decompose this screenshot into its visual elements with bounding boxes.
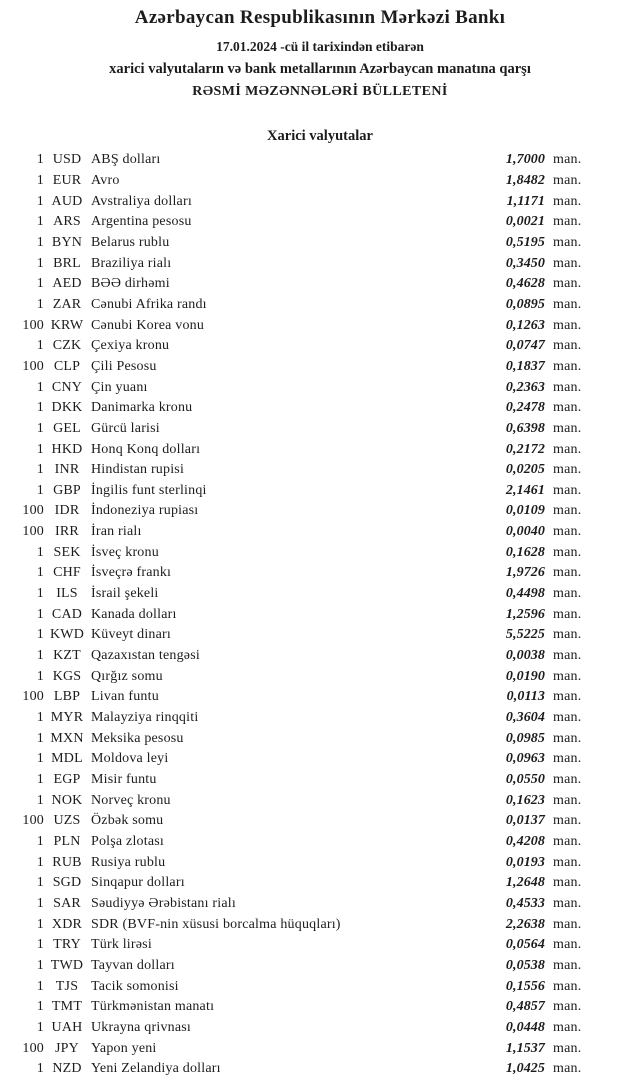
rate-row: [0, 481, 620, 502]
quantity-cell: 1: [36, 482, 44, 498]
currency-code-cell: KGS: [52, 668, 82, 684]
unit-label-cell: man.: [553, 317, 582, 333]
currency-code-cell: MYR: [50, 710, 84, 726]
currency-name-cell: Tacik somonisi: [91, 978, 179, 994]
rates-table: [0, 150, 620, 1080]
currency-code-cell: CAD: [51, 606, 83, 622]
currency-name-cell: İsrail şekeli: [91, 586, 159, 602]
unit-label-cell: man.: [553, 234, 582, 250]
rate-row: [0, 1059, 620, 1080]
unit-label-cell: man.: [553, 544, 582, 560]
currency-name-cell: İngilis funt sterlinqi: [91, 482, 207, 498]
rate-row: [0, 377, 620, 398]
unit-label-cell: man.: [553, 255, 582, 271]
unit-label-cell: man.: [553, 648, 582, 664]
unit-label-cell: man.: [553, 462, 582, 478]
subject-line: xarici valyutaların və bank metallarının Azərbaycan manatına qarşı: [109, 61, 531, 77]
document-header: [0, 6, 620, 145]
currency-name-cell: İndoneziya rupiası: [91, 503, 199, 519]
quantity-cell: 1: [36, 710, 44, 726]
rate-row: [0, 357, 620, 378]
unit-label-cell: man.: [553, 296, 582, 312]
quantity-cell: 100: [22, 503, 44, 519]
currency-code-cell: INR: [54, 462, 80, 478]
unit-label-cell: man.: [553, 730, 582, 746]
currency-name-cell: Türk lirəsi: [91, 937, 152, 953]
quantity-cell: 1: [36, 400, 44, 416]
rate-value-cell: 0,0190: [505, 668, 545, 684]
rate-row: [0, 935, 620, 956]
currency-code-cell: JPY: [55, 1040, 79, 1056]
currency-name-cell: İsveç kronu: [91, 544, 159, 560]
currency-name-cell: Ukrayna qrivnası: [91, 1019, 192, 1035]
currency-code-cell: TWD: [50, 957, 84, 973]
rate-value-cell: 0,0985: [505, 730, 545, 746]
rate-row: [0, 708, 620, 729]
currency-code-cell: TMT: [51, 999, 83, 1015]
currency-code-cell: ILS: [56, 586, 78, 602]
currency-code-cell: NOK: [51, 792, 83, 808]
rate-row: [0, 501, 620, 522]
quantity-cell: 1: [36, 627, 44, 643]
currency-name-cell: Yeni Zelandiya dolları: [91, 1061, 221, 1077]
rate-value-cell: 0,4498: [505, 586, 545, 602]
quantity-cell: 100: [22, 813, 44, 829]
rate-value-cell: 0,0448: [505, 1019, 545, 1035]
rate-value-cell: 1,2596: [505, 606, 545, 622]
quantity-cell: 1: [36, 875, 44, 891]
currency-name-cell: Cənubi Korea vonu: [91, 317, 205, 333]
currency-code-cell: ARS: [53, 214, 81, 230]
rate-row: [0, 914, 620, 935]
quantity-cell: 1: [36, 854, 44, 870]
rate-row: [0, 728, 620, 749]
rate-value-cell: 0,0113: [506, 689, 545, 705]
currency-name-cell: Qazaxıstan tengəsi: [91, 648, 200, 664]
rate-value-cell: 0,4208: [505, 833, 545, 849]
section-title-foreign-currencies: Xarici valyutalar: [267, 128, 373, 144]
rate-row: [0, 997, 620, 1018]
currency-name-cell: Rusiya rublu: [91, 854, 166, 870]
currency-code-cell: UAH: [51, 1019, 83, 1035]
currency-name-cell: Yapon yeni: [91, 1040, 157, 1056]
rate-row: [0, 770, 620, 791]
rate-value-cell: 1,7000: [505, 152, 545, 168]
quantity-cell: 1: [36, 296, 44, 312]
rate-value-cell: 0,0895: [505, 296, 545, 312]
rate-row: [0, 687, 620, 708]
rate-value-cell: 1,0425: [505, 1061, 545, 1077]
rate-row: [0, 439, 620, 460]
unit-label-cell: man.: [553, 358, 582, 374]
quantity-cell: 1: [36, 751, 44, 767]
unit-label-cell: man.: [553, 503, 582, 519]
currency-code-cell: RUB: [52, 854, 82, 870]
rate-row: [0, 171, 620, 192]
rate-value-cell: 0,2363: [505, 379, 545, 395]
currency-name-cell: İsveçrə frankı: [91, 565, 172, 581]
quantity-cell: 1: [36, 772, 44, 788]
rate-value-cell: 0,1263: [505, 317, 545, 333]
currency-code-cell: EUR: [52, 172, 82, 188]
quantity-cell: 1: [36, 833, 44, 849]
unit-label-cell: man.: [553, 482, 582, 498]
currency-code-cell: NZD: [52, 1061, 82, 1077]
currency-code-cell: AUD: [51, 193, 83, 209]
rate-row: [0, 811, 620, 832]
unit-label-cell: man.: [553, 999, 582, 1015]
rate-value-cell: 0,0038: [505, 648, 545, 664]
unit-label-cell: man.: [553, 792, 582, 808]
rate-row: [0, 1018, 620, 1039]
unit-label-cell: man.: [553, 833, 582, 849]
currency-name-cell: Cənubi Afrika randı: [91, 296, 207, 312]
currency-code-cell: CNY: [51, 379, 83, 395]
quantity-cell: 1: [36, 193, 44, 209]
currency-code-cell: SAR: [53, 895, 81, 911]
rate-row: [0, 274, 620, 295]
rate-value-cell: 0,0137: [505, 813, 545, 829]
currency-name-cell: Moldova leyi: [91, 751, 169, 767]
unit-label-cell: man.: [553, 565, 582, 581]
currency-name-cell: BƏƏ dirhəmi: [91, 276, 170, 292]
currency-name-cell: İran rialı: [91, 524, 142, 540]
currency-code-cell: IDR: [54, 503, 80, 519]
currency-name-cell: Özbək somu: [91, 813, 164, 829]
currency-code-cell: GBP: [53, 482, 81, 498]
rate-value-cell: 0,6398: [505, 420, 545, 436]
rate-row: [0, 625, 620, 646]
quantity-cell: 1: [36, 441, 44, 457]
currency-code-cell: ZAR: [52, 296, 82, 312]
rate-value-cell: 0,0564: [505, 937, 545, 953]
rate-value-cell: 1,9726: [505, 565, 545, 581]
rate-value-cell: 0,0550: [505, 772, 545, 788]
rate-value-cell: 0,4628: [505, 276, 545, 292]
rate-value-cell: 0,0538: [505, 957, 545, 973]
currency-code-cell: MDL: [51, 751, 83, 767]
currency-name-cell: Misir funtu: [91, 772, 157, 788]
quantity-cell: 1: [36, 895, 44, 911]
rate-value-cell: 0,0747: [505, 338, 545, 354]
rate-value-cell: 0,0205: [505, 462, 545, 478]
currency-name-cell: Norveç kronu: [91, 792, 171, 808]
quantity-cell: 1: [36, 255, 44, 271]
rate-value-cell: 0,1837: [505, 358, 545, 374]
rate-row: [0, 894, 620, 915]
quantity-cell: 1: [36, 1019, 44, 1035]
unit-label-cell: man.: [553, 400, 582, 416]
currency-name-cell: Çin yuanı: [91, 379, 148, 395]
currency-code-cell: XDR: [51, 916, 83, 932]
rate-row: [0, 604, 620, 625]
unit-label-cell: man.: [553, 152, 582, 168]
unit-label-cell: man.: [553, 1061, 582, 1077]
bulletin-title: RƏSMİ MƏZƏNNƏLƏRİ BÜLLETENİ: [192, 84, 448, 99]
rate-value-cell: 0,4857: [505, 999, 545, 1015]
currency-code-cell: BRL: [53, 255, 81, 271]
currency-code-cell: SGD: [52, 875, 82, 891]
unit-label-cell: man.: [553, 193, 582, 209]
currency-code-cell: KWD: [49, 627, 85, 643]
quantity-cell: 1: [36, 152, 44, 168]
quantity-cell: 1: [36, 214, 44, 230]
unit-label-cell: man.: [553, 586, 582, 602]
currency-name-cell: Braziliya rialı: [91, 255, 172, 271]
currency-code-cell: KZT: [53, 648, 81, 664]
currency-code-cell: SEK: [53, 544, 81, 560]
currency-code-cell: TRY: [53, 937, 81, 953]
rate-value-cell: 0,0109: [505, 503, 545, 519]
currency-code-cell: USD: [52, 152, 82, 168]
rate-value-cell: 0,0040: [505, 524, 545, 540]
quantity-cell: 1: [36, 544, 44, 560]
currency-name-cell: Sinqapur dolları: [91, 875, 185, 891]
currency-name-cell: Hindistan rupisi: [91, 462, 185, 478]
currency-code-cell: IRR: [55, 524, 79, 540]
quantity-cell: 1: [36, 338, 44, 354]
quantity-cell: 1: [36, 606, 44, 622]
currency-code-cell: DKK: [51, 400, 83, 416]
bank-name-title: Azərbaycan Respublikasının Mərkəzi Bankı: [134, 7, 506, 28]
currency-name-cell: Çexiya kronu: [91, 338, 170, 354]
quantity-cell: 1: [36, 420, 44, 436]
currency-code-cell: KRW: [50, 317, 84, 333]
rate-row: [0, 749, 620, 770]
quantity-cell: 1: [36, 234, 44, 250]
rate-value-cell: 0,4533: [505, 895, 545, 911]
currency-code-cell: CZK: [52, 338, 82, 354]
quantity-cell: 1: [36, 999, 44, 1015]
currency-name-cell: Kanada dolları: [91, 606, 177, 622]
quantity-cell: 1: [36, 648, 44, 664]
rate-value-cell: 0,2172: [505, 441, 545, 457]
rate-value-cell: 1,2648: [505, 875, 545, 891]
quantity-cell: 100: [22, 689, 44, 705]
currency-name-cell: Malayziya rinqqiti: [91, 710, 199, 726]
unit-label-cell: man.: [553, 772, 582, 788]
unit-label-cell: man.: [553, 937, 582, 953]
currency-name-cell: Livan funtu: [91, 689, 159, 705]
quantity-cell: 1: [36, 462, 44, 478]
unit-label-cell: man.: [553, 441, 582, 457]
currency-name-cell: Qırğız somu: [91, 668, 163, 684]
currency-code-cell: PLN: [53, 833, 81, 849]
currency-code-cell: AED: [52, 276, 82, 292]
rate-row: [0, 233, 620, 254]
quantity-cell: 100: [22, 317, 44, 333]
unit-label-cell: man.: [553, 172, 582, 188]
quantity-cell: 1: [36, 916, 44, 932]
rate-value-cell: 1,8482: [505, 172, 545, 188]
rate-row: [0, 666, 620, 687]
currency-name-cell: Türkmənistan manatı: [91, 999, 215, 1015]
rate-row: [0, 584, 620, 605]
currency-name-cell: Küveyt dinarı: [91, 627, 171, 643]
currency-name-cell: Polşa zlotası: [91, 833, 164, 849]
rate-row: [0, 852, 620, 873]
rate-row: [0, 315, 620, 336]
rate-row: [0, 832, 620, 853]
unit-label-cell: man.: [553, 916, 582, 932]
quantity-cell: 1: [36, 379, 44, 395]
unit-label-cell: man.: [553, 689, 582, 705]
rate-row: [0, 542, 620, 563]
currency-code-cell: CLP: [53, 358, 81, 374]
rate-row: [0, 976, 620, 997]
rate-value-cell: 2,1461: [505, 482, 545, 498]
rate-value-cell: 2,2638: [505, 916, 545, 932]
unit-label-cell: man.: [553, 379, 582, 395]
currency-code-cell: MXN: [50, 730, 84, 746]
rate-row: [0, 150, 620, 171]
rate-value-cell: 5,5225: [505, 627, 545, 643]
unit-label-cell: man.: [553, 627, 582, 643]
currency-name-cell: Meksika pesosu: [91, 730, 184, 746]
currency-code-cell: UZS: [53, 813, 81, 829]
rate-value-cell: 0,1628: [505, 544, 545, 560]
rate-value-cell: 0,2478: [505, 400, 545, 416]
quantity-cell: 1: [36, 565, 44, 581]
rate-row: [0, 212, 620, 233]
rate-row: [0, 336, 620, 357]
quantity-cell: 1: [36, 586, 44, 602]
quantity-cell: 1: [36, 730, 44, 746]
rate-row: [0, 522, 620, 543]
quantity-cell: 1: [36, 792, 44, 808]
currency-code-cell: GEL: [53, 420, 81, 436]
effective-date-line: 17.01.2024 -cü il tarixindən etibarən: [216, 39, 424, 54]
currency-code-cell: BYN: [51, 234, 83, 250]
rate-value-cell: 0,1623: [505, 792, 545, 808]
currency-name-cell: SDR (BVF-nin xüsusi borcalma hüquqları): [91, 916, 341, 932]
currency-code-cell: EGP: [53, 772, 81, 788]
rate-row: [0, 873, 620, 894]
rate-row: [0, 646, 620, 667]
rate-row: [0, 295, 620, 316]
rate-row: [0, 191, 620, 212]
rate-value-cell: 1,1171: [506, 193, 545, 209]
rate-row: [0, 1038, 620, 1059]
currency-name-cell: Argentina pesosu: [91, 214, 192, 230]
currency-name-cell: Gürcü larisi: [91, 420, 160, 436]
currency-code-cell: CHF: [53, 565, 81, 581]
currency-name-cell: Avro: [91, 172, 120, 188]
rate-row: [0, 398, 620, 419]
currency-name-cell: Belarus rublu: [91, 234, 170, 250]
quantity-cell: 100: [22, 1040, 44, 1056]
rate-row: [0, 460, 620, 481]
currency-name-cell: Avstraliya dolları: [91, 193, 192, 209]
unit-label-cell: man.: [553, 710, 582, 726]
unit-label-cell: man.: [553, 895, 582, 911]
unit-label-cell: man.: [553, 751, 582, 767]
currency-code-cell: TJS: [55, 978, 79, 994]
rate-row: [0, 563, 620, 584]
unit-label-cell: man.: [553, 854, 582, 870]
quantity-cell: 1: [36, 668, 44, 684]
unit-label-cell: man.: [553, 875, 582, 891]
unit-label-cell: man.: [553, 420, 582, 436]
rate-row: [0, 253, 620, 274]
unit-label-cell: man.: [553, 338, 582, 354]
quantity-cell: 100: [22, 358, 44, 374]
quantity-cell: 1: [36, 937, 44, 953]
unit-label-cell: man.: [553, 978, 582, 994]
unit-label-cell: man.: [553, 813, 582, 829]
rate-row: [0, 790, 620, 811]
rate-row: [0, 956, 620, 977]
quantity-cell: 1: [36, 978, 44, 994]
quantity-cell: 1: [36, 276, 44, 292]
rate-value-cell: 0,5195: [505, 234, 545, 250]
unit-label-cell: man.: [553, 214, 582, 230]
unit-label-cell: man.: [553, 606, 582, 622]
currency-name-cell: Honq Konq dolları: [91, 441, 201, 457]
rate-value-cell: 0,3450: [505, 255, 545, 271]
quantity-cell: 1: [36, 1061, 44, 1077]
quantity-cell: 100: [22, 524, 44, 540]
currency-name-cell: Tayvan dolları: [91, 957, 175, 973]
rate-value-cell: 0,0963: [505, 751, 545, 767]
unit-label-cell: man.: [553, 1019, 582, 1035]
currency-name-cell: ABŞ dolları: [91, 152, 161, 168]
unit-label-cell: man.: [553, 957, 582, 973]
rate-value-cell: 1,1537: [505, 1040, 545, 1056]
unit-label-cell: man.: [553, 276, 582, 292]
currency-name-cell: Danimarka kronu: [91, 400, 193, 416]
rate-value-cell: 0,1556: [505, 978, 545, 994]
rate-value-cell: 0,3604: [505, 710, 545, 726]
unit-label-cell: man.: [553, 524, 582, 540]
unit-label-cell: man.: [553, 1040, 582, 1056]
currency-code-cell: LBP: [53, 689, 81, 705]
currency-name-cell: Səudiyyə Ərəbistanı rialı: [91, 895, 236, 911]
rate-value-cell: 0,0193: [505, 854, 545, 870]
rate-value-cell: 0,0021: [505, 214, 545, 230]
unit-label-cell: man.: [553, 668, 582, 684]
quantity-cell: 1: [36, 957, 44, 973]
quantity-cell: 1: [36, 172, 44, 188]
currency-name-cell: Çili Pesosu: [91, 358, 157, 374]
rate-row: [0, 419, 620, 440]
currency-code-cell: HKD: [51, 441, 83, 457]
